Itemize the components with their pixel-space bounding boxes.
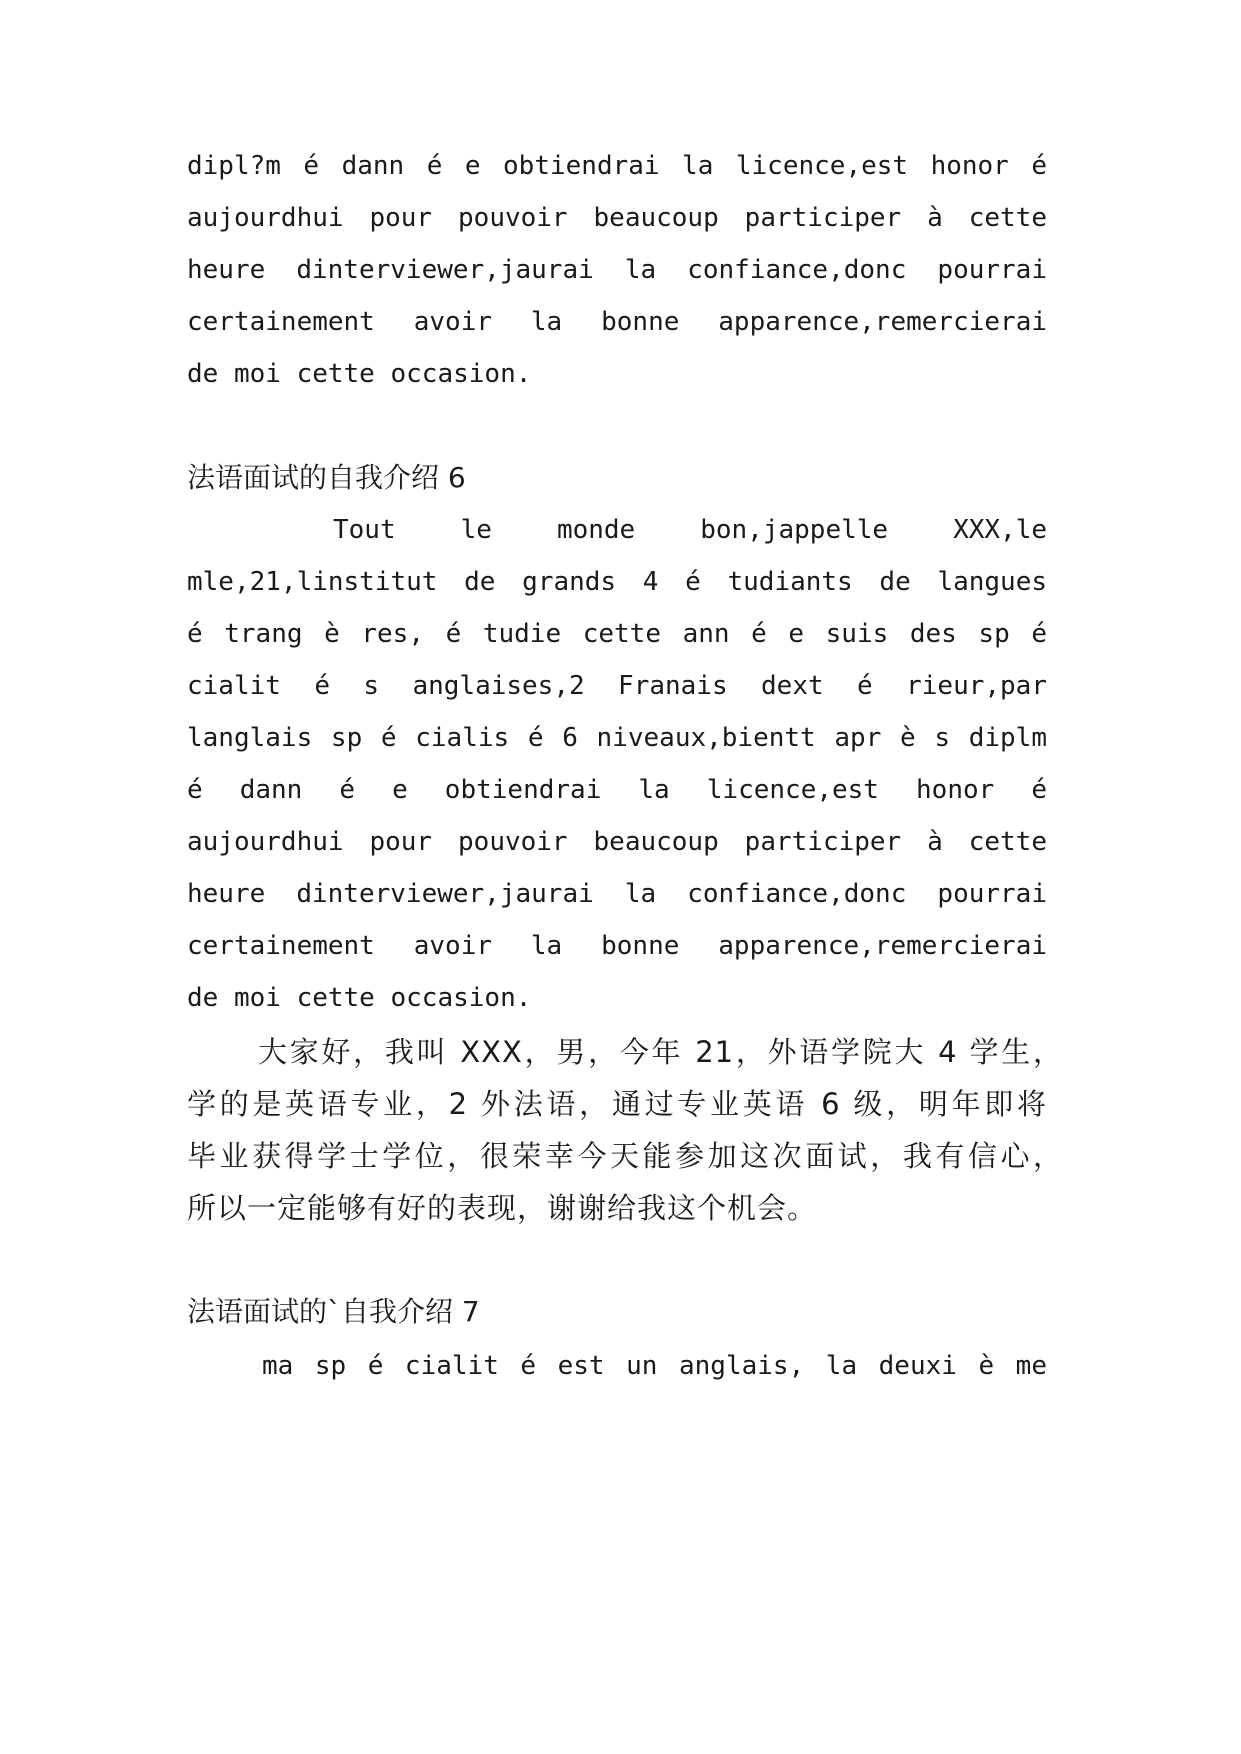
paragraph-line: heure dinterviewer,jaurai la confiance,donc pourrai xyxy=(187,879,1047,909)
paragraph-line: Tout le monde bon,jappelle XXX,le xyxy=(333,515,1047,545)
paragraph-line: 毕业获得学士学位，很荣幸今天能参加这次面试，我有信心， xyxy=(187,1139,1063,1173)
paragraph-line: ma sp é cialit é est un anglais, la deuxi è me xyxy=(262,1351,1047,1381)
section-heading: 法语面试的自我介绍 6 xyxy=(187,461,466,494)
paragraph-line: de moi cette occasion. xyxy=(187,983,532,1013)
paragraph-line: cialit é s anglaises,2 Franais dext é rieur,par xyxy=(187,671,1047,701)
paragraph-line: 学的是英语专业，2 外法语，通过专业英语 6 级，明年即将 xyxy=(187,1087,1047,1121)
paragraph-line: certainement avoir la bonne apparence,remercierai xyxy=(187,931,1047,961)
paragraph-line: aujourdhui pour pouvoir beaucoup participer à cette xyxy=(187,203,1047,233)
paragraph-line: é trang è res, é tudie cette ann é e suis des sp é xyxy=(187,619,1047,649)
paragraph-line: aujourdhui pour pouvoir beaucoup participer à cette xyxy=(187,827,1047,857)
paragraph-line: dipl?m é dann é e obtiendrai la licence,est honor é xyxy=(187,151,1047,181)
paragraph-line: 所以一定能够有好的表现，谢谢给我这个机会。 xyxy=(187,1191,818,1225)
paragraph-line: heure dinterviewer,jaurai la confiance,donc pourrai xyxy=(187,255,1047,285)
paragraph-line: de moi cette occasion. xyxy=(187,359,532,389)
section-heading: 法语面试的`自我介绍 7 xyxy=(187,1295,480,1328)
paragraph-line: langlais sp é cialis é 6 niveaux,bientt apr è s diplm xyxy=(187,723,1047,753)
paragraph-line: 大家好，我叫 XXX，男，今年 21，外语学院大 4 学生， xyxy=(258,1035,1063,1069)
paragraph-line: mle,21,linstitut de grands 4 é tudiants de langues xyxy=(187,567,1047,597)
paragraph-line: é dann é e obtiendrai la licence,est honor é xyxy=(187,775,1047,805)
paragraph-line: certainement avoir la bonne apparence,remercierai xyxy=(187,307,1047,337)
